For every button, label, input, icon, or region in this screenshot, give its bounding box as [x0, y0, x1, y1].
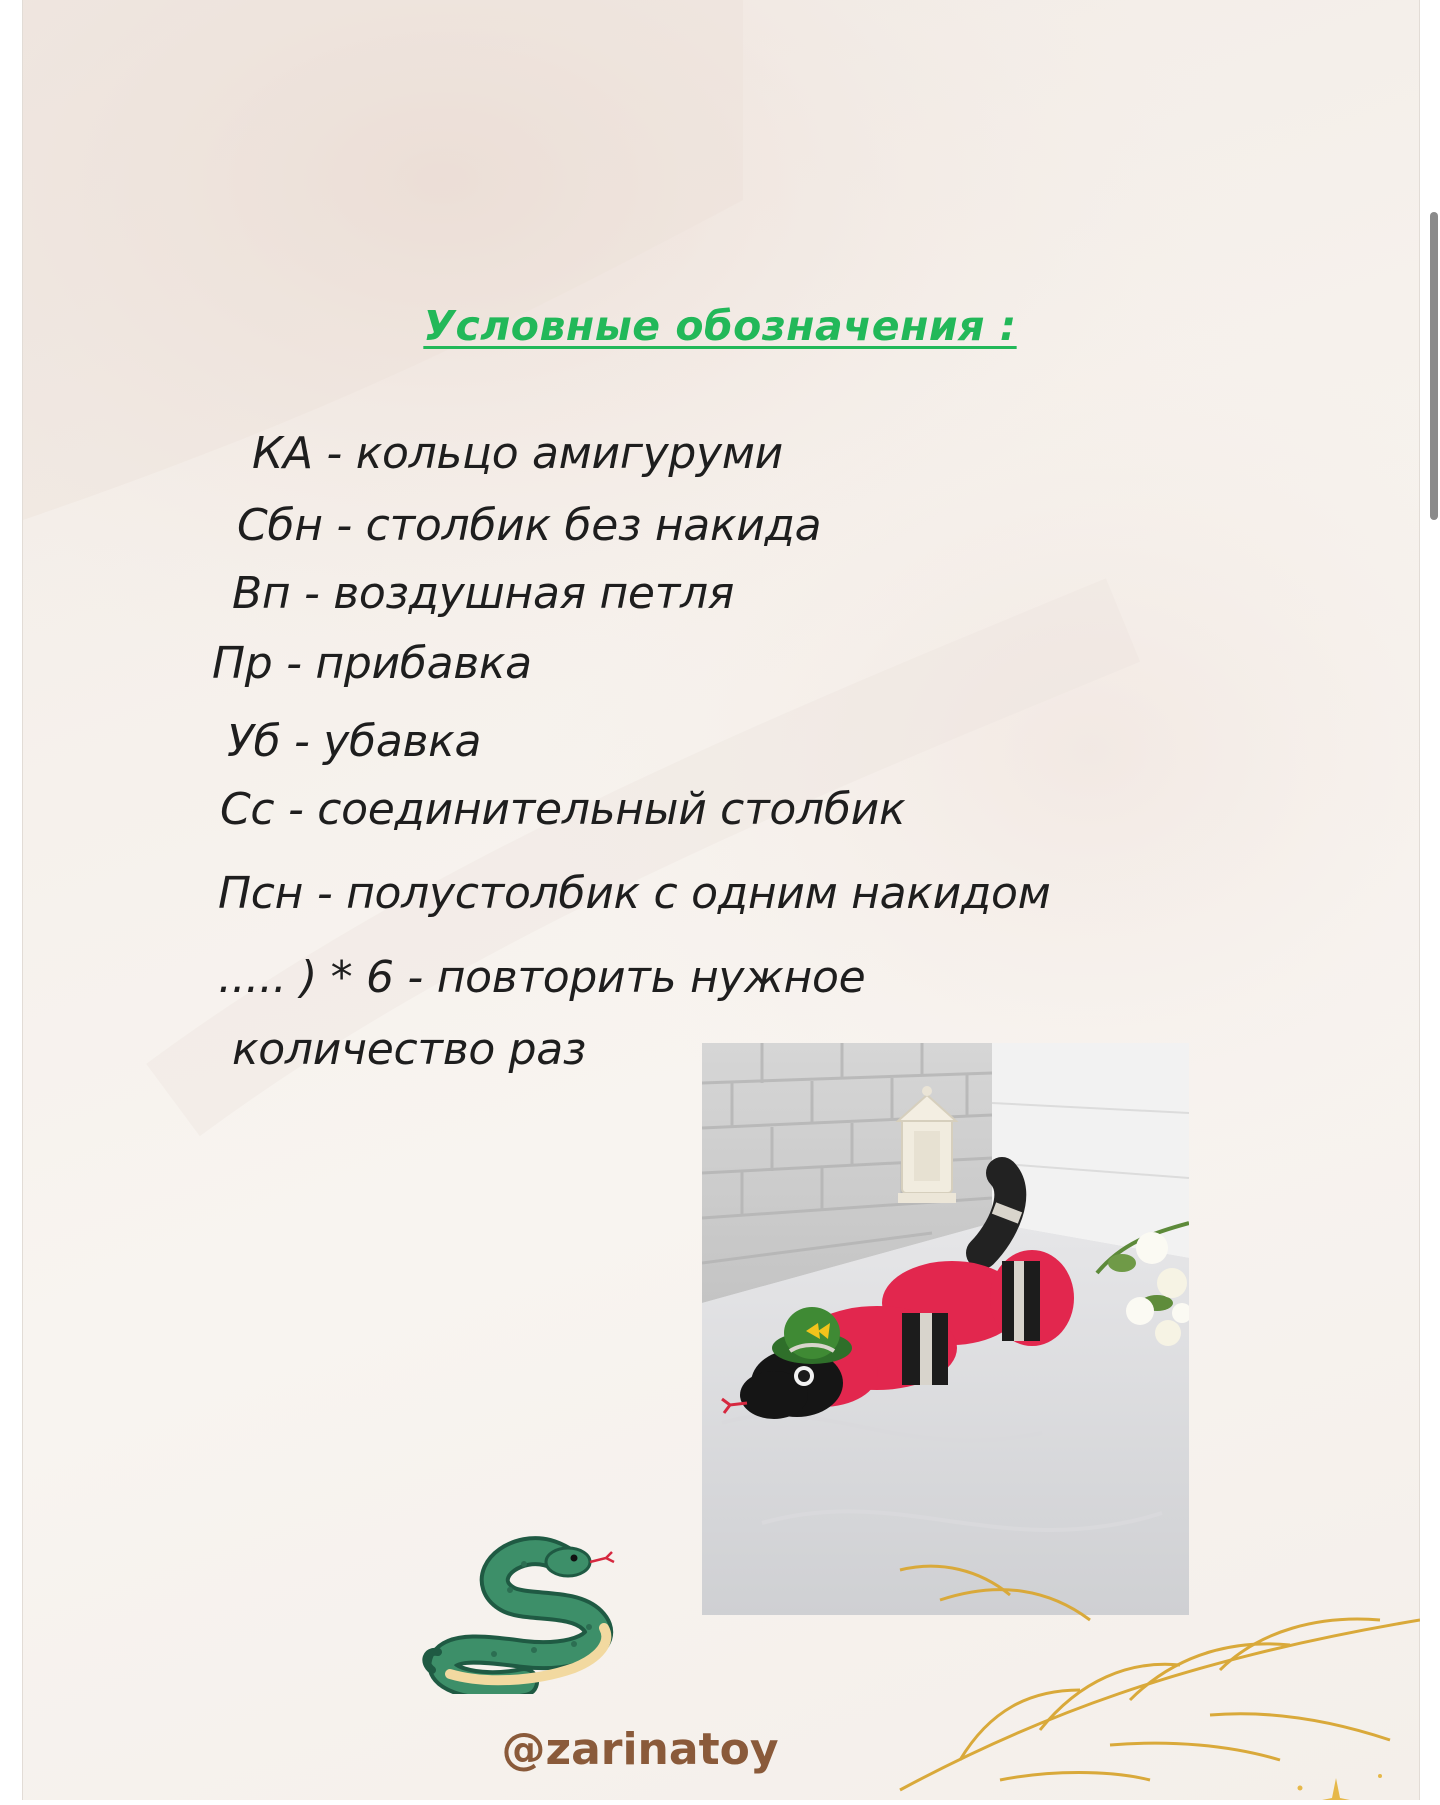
legend-item-vp: Вп - воздушная петля — [232, 568, 735, 619]
toy-photo — [702, 1043, 1189, 1615]
scrollbar[interactable] — [1420, 0, 1440, 1800]
legend-item-repeat: ..... ) * 6 - повторить нужное — [218, 952, 866, 1003]
legend-item-repeat-continued: количество раз — [232, 1024, 587, 1075]
legend-item-sbn: Сбн - столбик без накида — [237, 500, 822, 551]
scrollbar-thumb[interactable] — [1430, 212, 1438, 520]
legend-item-ka: КА - кольцо амигуруми — [252, 428, 783, 479]
legend-item-ub: Уб - убавка — [227, 716, 482, 767]
author-handle: @zarinatoy — [501, 1724, 779, 1775]
legend-item-pr: Пр - прибавка — [212, 638, 532, 689]
page-title: Условные обозначения : — [423, 302, 1017, 350]
snake-icon — [414, 1532, 634, 1694]
legend-item-ss: Сс - соединительный столбик — [220, 784, 906, 835]
legend-item-psn: Псн - полустолбик с одним накидом — [218, 868, 1051, 919]
